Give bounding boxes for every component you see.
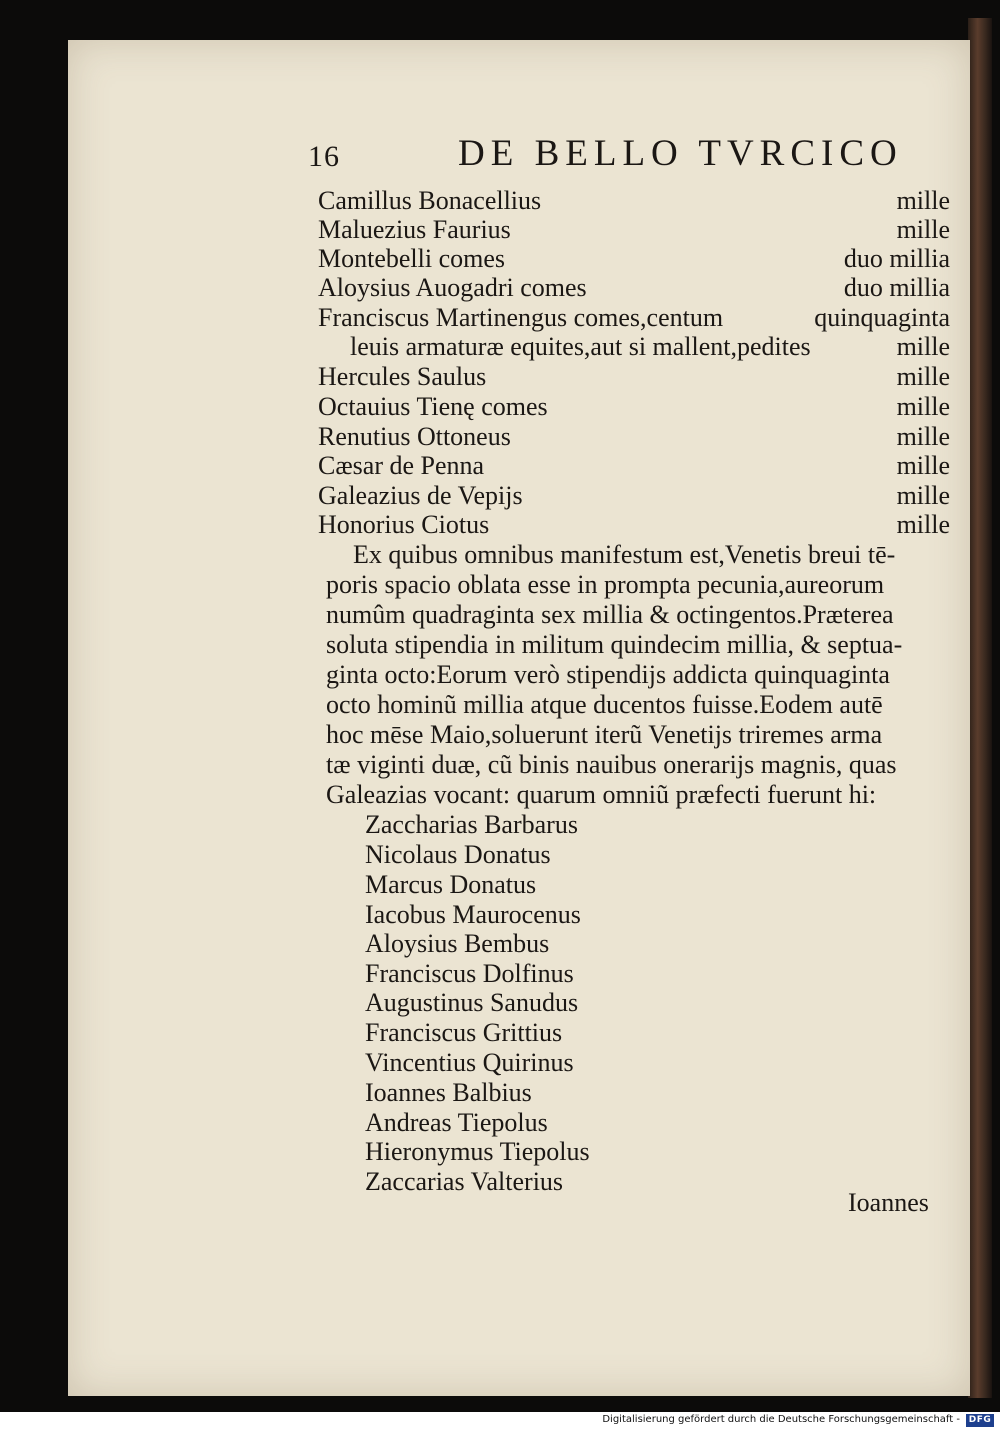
troop-amount: mille [896,186,950,215]
galley-commander: Marcus Donatus [365,870,537,899]
troop-amount: mille [896,510,950,539]
troop-amount: quinquaginta [814,303,950,332]
galley-commander: Zaccarias Valterius [365,1167,564,1196]
troop-row [318,332,950,362]
troop-row [318,303,950,333]
galley-commander: Franciscus Dolfinus [365,959,574,988]
troop-row [318,422,950,452]
troop-row [318,244,950,274]
troop-row [318,215,950,245]
troop-commander: leuis armaturæ equites,aut si mallent,pedites [350,332,811,361]
galley-commander: Ioannes Balbius [365,1078,532,1107]
attribution-text: Digitalisierung gefördert durch die Deutsche Forschungsgemeinschaft - [602,1414,960,1425]
dfg-logo[interactable]: DFG [966,1414,994,1427]
book-edge [968,18,992,1398]
troop-amount: mille [896,362,950,391]
troop-commander: Cæsar de Penna [318,451,485,480]
page-header [308,132,928,182]
book-page [68,40,970,1396]
troop-commander: Aloysius Auogadri comes [318,273,587,302]
galley-commander: Aloysius Bembus [365,929,550,958]
paragraph-line: numûm quadraginta sex millia & octingentos.Præterea [326,600,894,629]
paragraph-line: octo hominũ millia atque ducentos fuisse.Eodem autē [326,690,883,719]
troop-row [318,273,950,303]
troop-row [318,451,950,481]
troop-commander: Galeazius de Vepijs [318,481,523,510]
troop-row [318,186,950,216]
galley-commander: Hieronymus Tiepolus [365,1137,590,1166]
troop-row [318,362,950,392]
troop-commander: Octauius Tienę comes [318,392,548,421]
catchword: Ioannes [848,1188,929,1217]
troop-row [318,481,950,511]
troop-amount: mille [896,481,950,510]
page-content [68,40,970,1396]
troop-commander: Hercules Saulus [318,362,487,391]
attribution-banner [0,1412,1000,1430]
paragraph-line: poris spacio oblata esse in prompta pecunia,aureorum [326,570,885,599]
troop-commander: Renutius Ottoneus [318,422,511,451]
paragraph-line: Ex quibus omnibus manifestum est,Venetis breui tē- [353,540,896,569]
paragraph-line: hoc mēse Maio,soluerunt iterũ Venetijs triremes arma [326,720,883,749]
troop-row [318,510,950,540]
paragraph-line: ginta octo:Eorum verò stipendijs addicta quinquaginta [326,660,890,689]
galley-commander: Andreas Tiepolus [365,1108,548,1137]
troop-commander: Franciscus Martinengus comes,centum [318,303,724,332]
troop-amount: mille [896,332,950,361]
troop-amount: mille [896,215,950,244]
troop-row [318,392,950,422]
page-number: 16 [308,140,340,173]
galley-commander: Zaccharias Barbarus [365,810,578,839]
galley-commander: Iacobus Maurocenus [365,900,581,929]
galley-commander: Franciscus Grittius [365,1018,563,1047]
galley-commander: Augustinus Sanudus [365,988,579,1017]
troop-amount: mille [896,422,950,451]
galley-commander: Vincentius Quirinus [365,1048,574,1077]
paragraph-line: Galeazias vocant: quarum omniũ præfecti fuerunt hi: [326,780,877,809]
troop-amount: mille [896,451,950,480]
troop-amount: duo millia [843,244,950,273]
running-title: DE BELLO TVRCICO [458,133,903,174]
troop-commander: Montebelli comes [318,244,506,273]
troop-commander: Honorius Ciotus [318,510,490,539]
troop-amount: duo millia [843,273,950,302]
paragraph-line: tæ viginti duæ, cũ binis nauibus onerarijs magnis, quas [326,750,897,779]
galley-commander: Nicolaus Donatus [365,840,551,869]
troop-commander: Camillus Bonacellius [318,186,542,215]
troop-amount: mille [896,392,950,421]
troop-commander: Maluezius Faurius [318,215,511,244]
paragraph-line: soluta stipendia in militum quindecim millia, & septua- [326,630,903,659]
